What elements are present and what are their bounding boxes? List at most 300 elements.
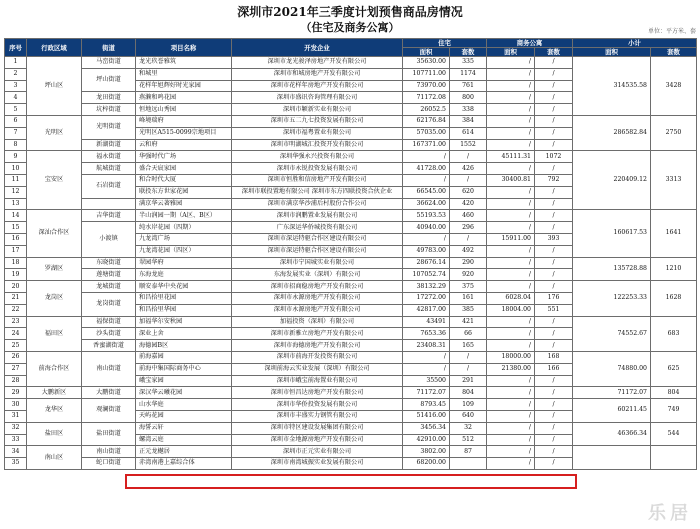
cell-district: 南山区 (27, 446, 82, 470)
cell-res-area: 36624.00 (403, 198, 450, 210)
cell-res-units: 290 (450, 257, 487, 269)
cell-res-area: 28676.14 (403, 257, 450, 269)
cell-res-area: 55193.53 (403, 210, 450, 222)
cell-street: 福保街道 (82, 316, 136, 328)
cell-project: 花样年旭辉好时光家园 (136, 80, 232, 92)
cell-street: 南山街道 (82, 446, 136, 458)
cell-seq: 21 (5, 292, 27, 304)
cell-district: 前海合作区 (27, 351, 82, 386)
cell-com-units: / (535, 257, 573, 269)
cell-res-units: 614 (450, 127, 487, 139)
cell-res-area: 66545.00 (403, 186, 450, 198)
cell-com-area: / (487, 340, 535, 352)
cell-seq: 4 (5, 92, 27, 104)
table-body (5, 57, 697, 470)
cell-sub-units: 625 (651, 351, 697, 386)
cell-developer: 深圳市恒胜和信房地产开发有限公司 (232, 174, 403, 186)
cell-street: 坑梓街道 (82, 104, 136, 116)
cell-res-area: 8793.45 (403, 399, 450, 411)
cell-com-units: / (535, 115, 573, 127)
cell-district: 大鹏新区 (27, 387, 82, 399)
cell-com-units: / (535, 458, 573, 470)
cell-seq: 22 (5, 304, 27, 316)
cell-developer: 深圳市峨宝前海置业有限公司 (232, 375, 403, 387)
cell-res-units: 296 (450, 222, 487, 234)
table-row (5, 446, 697, 458)
cell-com-area: 15911.00 (487, 233, 535, 245)
cell-developer: 深圳市金地源房地产开发有限公司 (232, 434, 403, 446)
cell-seq: 18 (5, 257, 27, 269)
cell-developer: 深圳市明湖城汇投资开发有限公司 (232, 139, 403, 151)
cell-res-area: 23408.31 (403, 340, 450, 352)
cell-res-units: 421 (450, 316, 487, 328)
cell-com-units: / (535, 281, 573, 293)
cell-developer: 深圳市和城房地产开发有限公司 (232, 68, 403, 80)
cell-res-area: 49783.00 (403, 245, 450, 257)
col-res-units: 套数 (450, 48, 487, 57)
cell-com-units: / (535, 410, 573, 422)
cell-com-area: / (487, 281, 535, 293)
cell-res-area: 26052.5 (403, 104, 450, 116)
cell-street: 马峦街道 (82, 57, 136, 69)
cell-com-area: / (487, 186, 535, 198)
cell-com-area: 18004.00 (487, 304, 535, 316)
table-row (5, 399, 697, 411)
cell-seq: 17 (5, 245, 27, 257)
cell-res-units: 460 (450, 210, 487, 222)
cell-com-area: 18000.00 (487, 351, 535, 363)
cell-com-units: / (535, 340, 573, 352)
cell-sub-area: 74552.67 (573, 316, 651, 351)
col-sub-units: 套数 (651, 48, 697, 57)
cell-street: 蛇口街道 (82, 458, 136, 470)
cell-com-area: / (487, 222, 535, 234)
cell-project: 和昌拾里花园 (136, 292, 232, 304)
cell-seq: 20 (5, 281, 27, 293)
cell-res-units: 87 (450, 446, 487, 458)
col-com-area: 面积 (487, 48, 535, 57)
table-row (5, 281, 697, 293)
report-title: 深圳市2021年三季度计划预售商品房情况 (237, 5, 463, 19)
cell-project: 海德园B区 (136, 340, 232, 352)
cell-sub-area: 74880.00 (573, 351, 651, 386)
cell-com-units: / (535, 375, 573, 387)
cell-developer: 深圳市招商稳房地产开发有限公司 (232, 281, 403, 293)
cell-street: 龙城街道 (82, 281, 136, 293)
cell-com-units: / (535, 328, 573, 340)
cell-com-units: / (535, 92, 573, 104)
cell-district: 福田区 (27, 316, 82, 351)
cell-sub-units: 3428 (651, 57, 697, 116)
cell-seq: 35 (5, 458, 27, 470)
cell-street: 新湖街道 (82, 139, 136, 151)
col-project: 项目名称 (136, 39, 232, 57)
cell-res-area: 7653.36 (403, 328, 450, 340)
cell-res-units: 32 (450, 422, 487, 434)
cell-com-area: / (487, 104, 535, 116)
cell-com-area: / (487, 269, 535, 281)
cell-res-units: / (450, 151, 487, 163)
cell-seq: 15 (5, 222, 27, 234)
cell-seq: 3 (5, 80, 27, 92)
cell-res-units: / (450, 233, 487, 245)
cell-com-area: / (487, 92, 535, 104)
cell-project: 峰境瑞府 (136, 115, 232, 127)
cell-res-units: 492 (450, 245, 487, 257)
cell-res-units: 385 (450, 304, 487, 316)
cell-com-units: / (535, 434, 573, 446)
cell-com-area: / (487, 139, 535, 151)
cell-res-units: 291 (450, 375, 487, 387)
cell-developer: 深圳市恒昌达房地产开发有限公司 (232, 387, 403, 399)
cell-com-units: / (535, 68, 573, 80)
cell-res-units: 761 (450, 80, 487, 92)
cell-project: 龙光玖誉雅筑 (136, 57, 232, 69)
cell-project: 满京华云著雅园 (136, 198, 232, 210)
cell-sub-units: 1641 (651, 210, 697, 257)
cell-street: 龙岗街道 (82, 292, 136, 316)
cell-com-units: / (535, 186, 573, 198)
cell-district: 龙岗区 (27, 281, 82, 316)
cell-com-area: / (487, 68, 535, 80)
cell-com-area: / (487, 410, 535, 422)
cell-com-units: / (535, 222, 573, 234)
presale-table (4, 38, 697, 470)
cell-com-units: / (535, 57, 573, 69)
cell-res-units: 800 (450, 92, 487, 104)
cell-res-area: 71172.08 (403, 92, 450, 104)
cell-res-area: 107052.74 (403, 269, 450, 281)
cell-seq: 32 (5, 422, 27, 434)
cell-com-area: / (487, 163, 535, 175)
cell-project: 盛合天宸家园 (136, 163, 232, 175)
unit-label: 单位：平方米、套 (647, 28, 696, 35)
cell-res-units (450, 458, 487, 470)
cell-project: 恒地远山秀园 (136, 104, 232, 116)
cell-com-units: 792 (535, 174, 573, 186)
cell-com-units: / (535, 210, 573, 222)
cell-com-area: 21380.00 (487, 363, 535, 375)
cell-seq: 24 (5, 328, 27, 340)
cell-res-area: 71172.07 (403, 387, 450, 399)
cell-sub-area: 122253.33 (573, 281, 651, 316)
cell-developer: 深圳市特区建设发展集团有限公司 (232, 422, 403, 434)
cell-com-units: / (535, 399, 573, 411)
cell-com-area: / (487, 422, 535, 434)
cell-res-area: 40940.00 (403, 222, 450, 234)
cell-res-units: / (450, 174, 487, 186)
cell-com-units: 1072 (535, 151, 573, 163)
cell-seq: 5 (5, 104, 27, 116)
cell-res-units: 426 (450, 163, 487, 175)
cell-seq: 19 (5, 269, 27, 281)
col-sub-area: 面积 (573, 48, 651, 57)
cell-sub-units: 3313 (651, 151, 697, 210)
cell-com-area: / (487, 80, 535, 92)
cell-developer: 深圳市龙光骏泽房地产开发有限公司 (232, 57, 403, 69)
cell-seq: 28 (5, 375, 27, 387)
table-row (5, 210, 697, 222)
cell-developer: 深圳市花样年房地产开发有限公司 (232, 80, 403, 92)
cell-res-units: 384 (450, 115, 487, 127)
col-developer: 开发企业 (232, 39, 403, 57)
cell-project: 螺湾云庭 (136, 434, 232, 446)
cell-com-units: / (535, 198, 573, 210)
cell-seq: 29 (5, 387, 27, 399)
cell-res-units: 640 (450, 410, 487, 422)
cell-res-units: 1174 (450, 68, 487, 80)
cell-sub-area: 314535.58 (573, 57, 651, 116)
cell-seq: 16 (5, 233, 27, 245)
cell-seq: 26 (5, 351, 27, 363)
cell-developer: 深圳市华侨投资发展有限公司 (232, 399, 403, 411)
cell-sub-units: 749 (651, 399, 697, 423)
cell-res-area: 42910.00 (403, 434, 450, 446)
cell-district: 深汕合作区 (27, 210, 82, 257)
cell-street: 石岩街道 (82, 174, 136, 198)
cell-street: 盐田街道 (82, 422, 136, 446)
cell-res-area: 35500 (403, 375, 450, 387)
cell-res-units: 804 (450, 387, 487, 399)
cell-project: 和城里 (136, 68, 232, 80)
cell-project: 和合时代大厦 (136, 174, 232, 186)
cell-developer: 深圳市深运特驱合作区建设有限公司 (232, 233, 403, 245)
cell-project: 华强时代广场 (136, 151, 232, 163)
cell-res-units: 620 (450, 186, 487, 198)
cell-street: 香蜜湖街道 (82, 340, 136, 352)
cell-street (82, 198, 136, 210)
cell-project: 前海中集国际商务中心 (136, 363, 232, 375)
cell-developer: 深圳市福粤置业有限公司 (232, 127, 403, 139)
cell-street: 小渡镇 (82, 222, 136, 257)
cell-res-units: / (450, 351, 487, 363)
cell-street: 坪山街道 (82, 68, 136, 92)
cell-street: 光明街道 (82, 115, 136, 139)
cell-com-units: 551 (535, 304, 573, 316)
cell-developer: 深圳市五二九七投资发展有限公司 (232, 115, 403, 127)
cell-district: 宝安区 (27, 151, 82, 210)
cell-com-units: / (535, 163, 573, 175)
cell-project: 天屿花园 (136, 410, 232, 422)
cell-street: 龙田街道 (82, 92, 136, 104)
cell-developer: 深圳前海云实业发展（深圳）有限公司 (232, 363, 403, 375)
cell-sub-units (651, 446, 697, 470)
cell-res-area: 3456.34 (403, 422, 450, 434)
cell-com-units: / (535, 316, 573, 328)
cell-district: 光明区 (27, 115, 82, 150)
cell-seq: 7 (5, 127, 27, 139)
cell-project: 九龙湾广场 (136, 233, 232, 245)
cell-project: 顺安泰华中央花园 (136, 281, 232, 293)
cell-com-area: / (487, 446, 535, 458)
report-subtitle: （住宅及商务公寓） (300, 21, 400, 34)
cell-res-area: 107711.00 (403, 68, 450, 80)
cell-res-area: / (403, 174, 450, 186)
cell-street: 福永街道 (82, 151, 136, 163)
watermark-logo: 乐居 (648, 503, 692, 524)
cell-developer: 深圳市丰盛实力钢管有限公司 (232, 410, 403, 422)
cell-res-area: / (403, 351, 450, 363)
col-street: 街道 (82, 39, 136, 57)
cell-res-area: 51416.00 (403, 410, 450, 422)
cell-res-units: 335 (450, 57, 487, 69)
cell-seq: 9 (5, 151, 27, 163)
cell-seq: 1 (5, 57, 27, 69)
cell-res-units: 420 (450, 198, 487, 210)
cell-seq: 23 (5, 316, 27, 328)
cell-res-units: 109 (450, 399, 487, 411)
cell-res-area: 43491 (403, 316, 450, 328)
cell-com-area: / (487, 328, 535, 340)
cell-com-units: 168 (535, 351, 573, 363)
cell-seq: 11 (5, 174, 27, 186)
cell-res-area: 62176.84 (403, 115, 450, 127)
col-district: 行政区域 (27, 39, 82, 57)
cell-res-units: 1552 (450, 139, 487, 151)
cell-com-area: / (487, 316, 535, 328)
cell-com-units: / (535, 422, 573, 434)
cell-developer: 深圳市盛讯咨询管理有限公司 (232, 92, 403, 104)
cell-project: 加福华尔安秋园 (136, 316, 232, 328)
cell-developer: 深圳市联投置地有限公司 深圳市东方四联投资合伙企业 (232, 186, 403, 198)
cell-seq: 27 (5, 363, 27, 375)
cell-developer: 广东深运华侨城投资有限公司 (232, 222, 403, 234)
cell-com-units: / (535, 446, 573, 458)
table-header-row (5, 39, 697, 48)
cell-project: 翠园华府 (136, 257, 232, 269)
cell-project: 纯水岸花园（四期） (136, 222, 232, 234)
col-residential: 住宅 (403, 39, 487, 48)
cell-res-units: 920 (450, 269, 487, 281)
cell-sub-area: 160617.53 (573, 210, 651, 257)
cell-developer: 深圳市满京华沙浦后村股份合作公司 (232, 198, 403, 210)
cell-developer: 加福投资（深圳）有限公司 (232, 316, 403, 328)
cell-developer: 深圳市宁国城实业有限公司 (232, 257, 403, 269)
cell-street: 莲塘街道 (82, 269, 136, 281)
cell-com-area: / (487, 387, 535, 399)
cell-sub-units: 804 (651, 387, 697, 399)
cell-project: 前海嘉园 (136, 351, 232, 363)
cell-com-area: 45111.31 (487, 151, 535, 163)
table-row (5, 115, 697, 127)
cell-project: 山水华庭 (136, 399, 232, 411)
cell-seq: 30 (5, 399, 27, 411)
cell-project: 深汉华云曦花园 (136, 387, 232, 399)
cell-project: 海誓云轩 (136, 422, 232, 434)
col-res-area: 面积 (403, 48, 450, 57)
cell-com-units: / (535, 387, 573, 399)
cell-district: 盐田区 (27, 422, 82, 446)
cell-res-area: 73970.00 (403, 80, 450, 92)
cell-sub-area (573, 446, 651, 470)
cell-developer: 深圳市南湾城振实业发展有限公司 (232, 458, 403, 470)
cell-com-area: 30400.81 (487, 174, 535, 186)
cell-res-area: / (403, 363, 450, 375)
cell-seq: 10 (5, 163, 27, 175)
cell-com-area: / (487, 257, 535, 269)
cell-developer: 深圳市永源房地产开发有限公司 (232, 304, 403, 316)
cell-seq: 34 (5, 446, 27, 458)
cell-res-area: 38132.29 (403, 281, 450, 293)
col-com-units: 套数 (535, 48, 573, 57)
cell-district: 坪山区 (27, 57, 82, 116)
cell-street: 东晓街道 (82, 257, 136, 269)
cell-sub-units: 683 (651, 316, 697, 351)
cell-developer: 深圳市永源房地产开发有限公司 (232, 292, 403, 304)
cell-street: 航城街道 (82, 163, 136, 175)
cell-com-area: / (487, 434, 535, 446)
cell-seq: 2 (5, 68, 27, 80)
cell-project: 赤湾南港上嘉综合体 (136, 458, 232, 470)
cell-project: 联投东方世家花园 (136, 186, 232, 198)
cell-res-units: 161 (450, 292, 487, 304)
cell-com-area: / (487, 127, 535, 139)
cell-district: 罗湖区 (27, 257, 82, 281)
cell-project: 燕濑和鸣花园 (136, 92, 232, 104)
cell-sub-units: 544 (651, 422, 697, 446)
cell-street: 沙头街道 (82, 328, 136, 340)
cell-street: 南山街道 (82, 351, 136, 386)
cell-com-units: 393 (535, 233, 573, 245)
cell-project: 半山润园一期（A区、B区） (136, 210, 232, 222)
cell-developer: 深圳市永锐投资发展有限公司 (232, 163, 403, 175)
cell-res-units: 375 (450, 281, 487, 293)
cell-res-area: 41728.00 (403, 163, 450, 175)
cell-sub-area: 60211.45 (573, 399, 651, 423)
cell-res-area: / (403, 151, 450, 163)
table-row (5, 387, 697, 399)
cell-res-units: / (450, 363, 487, 375)
cell-com-units: / (535, 269, 573, 281)
cell-street: 观澜街道 (82, 399, 136, 423)
cell-com-area: / (487, 375, 535, 387)
cell-com-units: 166 (535, 363, 573, 375)
cell-seq: 14 (5, 210, 27, 222)
cell-seq: 25 (5, 340, 27, 352)
cell-sub-area: 286582.84 (573, 115, 651, 150)
cell-developer: 深圳市前海开发投资有限公司 (232, 351, 403, 363)
cell-developer: 深圳市海德房地产开发有限公司 (232, 340, 403, 352)
cell-res-area: 167371.00 (403, 139, 450, 151)
cell-seq: 13 (5, 198, 27, 210)
cell-project: 和昌拾里华园 (136, 304, 232, 316)
cell-seq: 12 (5, 186, 27, 198)
cell-com-units: / (535, 127, 573, 139)
cell-res-units: 338 (450, 104, 487, 116)
cell-com-units: / (535, 139, 573, 151)
cell-res-area: 68200.00 (403, 458, 450, 470)
cell-sub-units: 1628 (651, 281, 697, 316)
cell-res-area: 3802.00 (403, 446, 450, 458)
cell-seq: 8 (5, 139, 27, 151)
cell-com-area: 6028.04 (487, 292, 535, 304)
table-row (5, 422, 697, 434)
cell-seq: 6 (5, 115, 27, 127)
cell-project: 深业上舍 (136, 328, 232, 340)
cell-project: 峨宝家园 (136, 375, 232, 387)
cell-developer: 东海发展实业（深圳）有限公司 (232, 269, 403, 281)
cell-seq: 31 (5, 410, 27, 422)
col-commercial: 商务公寓 (487, 39, 573, 48)
cell-developer: 深圳市颖新实业有限公司 (232, 104, 403, 116)
highlight-box (125, 474, 577, 489)
cell-res-units: 512 (450, 434, 487, 446)
cell-com-units: / (535, 104, 573, 116)
cell-developer: 深圳市正元实业有限公司 (232, 446, 403, 458)
table-row (5, 257, 697, 269)
cell-res-area: 17272.00 (403, 292, 450, 304)
cell-developer: 深圳市深运特驱合作区建设有限公司 (232, 245, 403, 257)
